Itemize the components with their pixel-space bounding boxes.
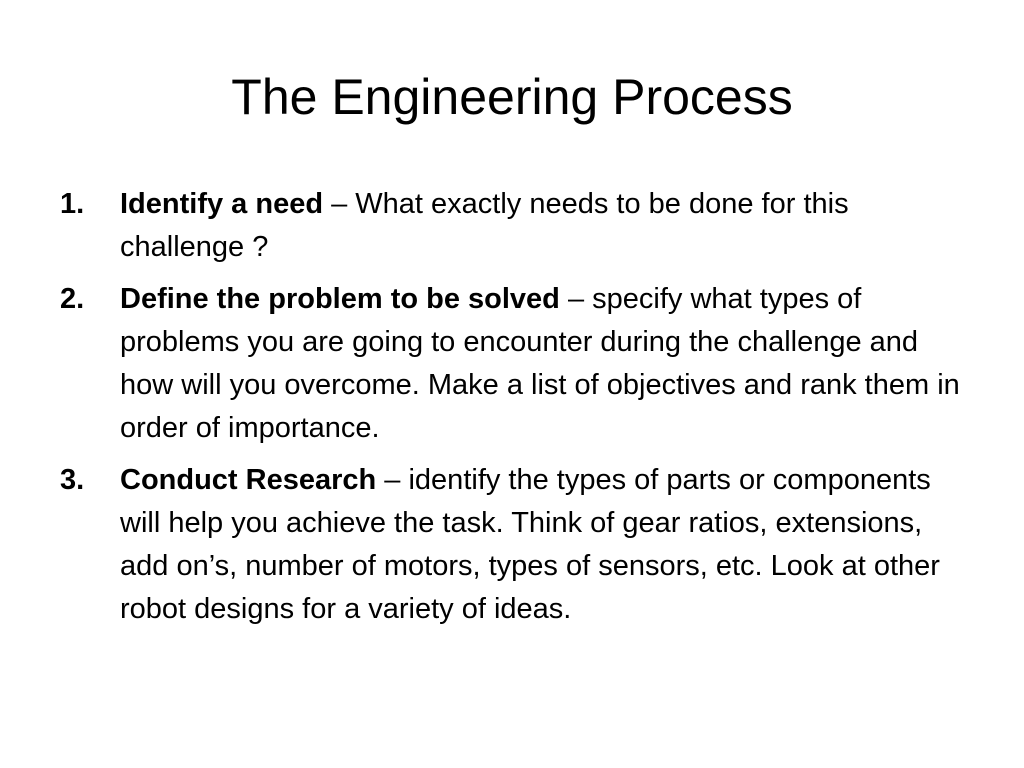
item-body: identify the types of parts or components will help you achieve the task. Think of gear ratios, extensions, add on’s, number of motors, types of sensors, etc. Look at other robot designs for a variety of ideas. (120, 464, 940, 625)
item-number: 2. (60, 283, 85, 315)
item-separator: – (323, 188, 356, 220)
item-heading: Conduct Research (120, 464, 377, 496)
item-body: specify what types of problems you are going to encounter during the challenge and how will you overcome. Make a list of objectives and rank them in order of importance. (120, 283, 960, 444)
item-heading: Identify a need (120, 188, 324, 220)
list-item (60, 459, 970, 631)
numbered-list (60, 183, 970, 640)
item-separator: – (559, 283, 593, 315)
list-item (60, 278, 970, 450)
item-heading: Define the problem to be solved (120, 283, 560, 315)
item-number: 3. (60, 464, 85, 496)
slide-title: The Engineering Process (231, 69, 793, 125)
list-item (60, 183, 970, 269)
item-number: 1. (60, 188, 85, 220)
item-body: What exactly needs to be done for this challenge ? (120, 188, 849, 263)
item-separator: – (376, 464, 409, 496)
